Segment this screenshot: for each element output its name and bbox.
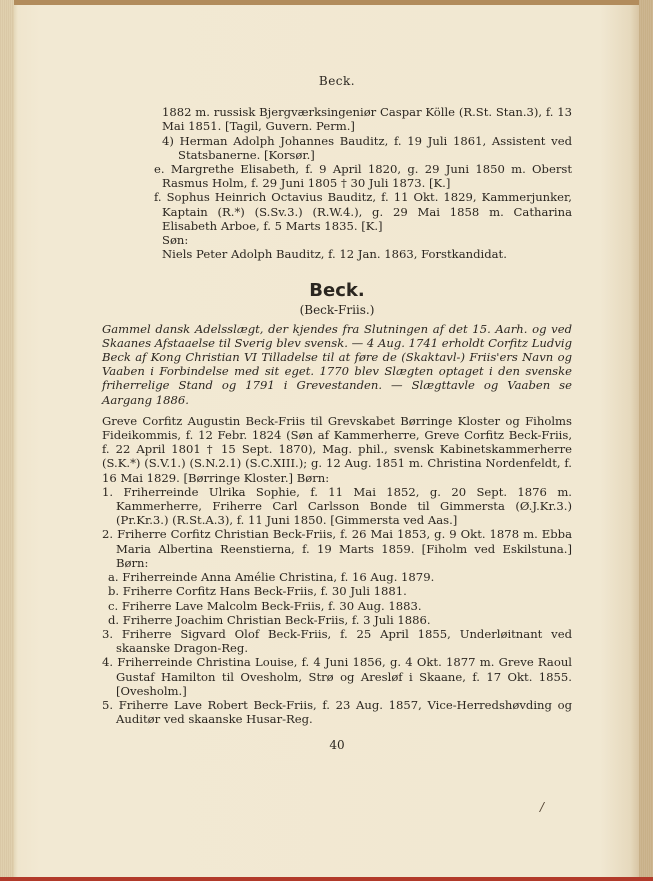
entry-margrethe: e. Margrethe Elisabeth, f. 9 April 1820, g. 29 Juni 1850 m. Oberst Rasmus Holm, f. 29 Juni 1805 † 30 Juli 1873. [K.]	[154, 162, 572, 191]
running-head: Beck.	[318, 74, 356, 88]
grandchild-entry-d: d. Friherre Joachim Christian Beck-Friis, f. 3 Juli 1886.	[108, 612, 431, 627]
entry-sophus: f. Sophus Heinrich Octavius Bauditz, f. 11 Okt. 1829, Kammerjunker, Kaptain (R.*) (S.Sv.3.) (R.W.4.), g. 29 Mai 1858 m. Catharina Elisabeth Arboe, f. 5 Marts 1835. [K.]	[154, 190, 572, 233]
family-heading: Beck.	[309, 280, 365, 302]
grandchild-entry-a: a. Friherreinde Anna Amélie Christina, f. 16 Aug. 1879.	[108, 570, 435, 585]
margin-pencil-mark: /	[540, 800, 545, 814]
head-of-family-entry: Greve Corfitz Augustin Beck-Friis til Grevskabet Børringe Kloster og Fiholms Fideikommis, f. 12 Febr. 1824 (Søn af Kammerherre, Greve Corfitz Beck-Friis, f. 22 April 1801 † 15 Sept. 1870), Mag. phil., svensk Kabinetskammerherre (S.K.*) (S.V.1.) (S.N.2.1) (S.C.XIII.); g. 12 Aug. 1851 m. Christina Nordenfeldt, f. 16 Mai 1829. [Børringe Kloster.] Børn:	[102, 413, 572, 485]
child-entry-1: 1. Friherreinde Ulrika Sophie, f. 11 Mai 1852, g. 20 Sept. 1876 m. Kammerherre, Friherre Carl Carlsson Bonde til Gimmersta (Ø.J.Kr.3.) (Pr.Kr.3.) (R.St.A.3), f. 11 Juni 1850. [Gimmersta ved Aas.]	[102, 484, 572, 528]
child-entry-2: 2. Friherre Corfitz Christian Beck-Friis, f. 26 Mai 1853, g. 9 Okt. 1878 m. Ebba Maria Albertina Reenstierna, f. 19 Marts 1859. [Fiholm ved Eskilstuna.] Børn:	[102, 527, 572, 570]
family-subheading: (Beck-Friis.)	[299, 303, 375, 318]
grandchild-entry-b: b. Friherre Corfitz Hans Beck-Friis, f. 30 Juli 1881.	[108, 584, 407, 599]
grandchild-entry-c: c. Friherre Lave Malcolm Beck-Friis, f. 30 Aug. 1883.	[108, 598, 422, 613]
son-label: Søn:	[162, 233, 189, 248]
page-content	[102, 74, 572, 753]
child-entry-3: 3. Friherre Sigvard Olof Beck-Friis, f. 25 April 1855, Underløitnant ved skaanske Dragon-Reg.	[102, 626, 572, 656]
continued-entry-line: 1882 m. russisk Bjergværksingeniør Caspar Kölle (R.St. Stan.3), f. 13 Mai 1851. [Tagil, Guvern. Perm.]	[162, 105, 572, 134]
page-number: 40	[329, 738, 345, 753]
family-intro: Gammel dansk Adelsslægt, der kjendes fra Slutningen af det 15. Aarh. og ved Skaanes Afstaaelse til Sverig blev svensk. — 4 Aug. 1741 erholdt Corfitz Ludvig Beck af Kong Christian VI Tilladelse til at føre de (Skaktavl-) Friis'ers Navn og Vaaben i Forbindelse med sit eget. 1770 blev Slægten optaget i den svenske friherrelige Stand og 1791 i Grevestanden. — Slægttavle og Vaaben se Aargang 1886.	[102, 321, 572, 407]
child-entry-4: 4. Friherreinde Christina Louise, f. 4 Juni 1856, g. 4 Okt. 1877 m. Greve Raoul Gustaf Hamilton til Ovesholm, Strø og Aresløf i Skaane, f. 17 Okt. 1855. [Ovesholm.]	[102, 655, 572, 698]
entry-bauditz-herman: 4) Herman Adolph Johannes Bauditz, f. 19 Juli 1861, Assistent ved Statsbanerne. [Korsør.]	[162, 133, 572, 162]
child-entry-5: 5. Friherre Lave Robert Beck-Friis, f. 23 Aug. 1857, Vice-Herredshøvding og Auditør ved skaanske Husar-Reg.	[102, 697, 572, 727]
right-page-edges	[639, 0, 653, 881]
bottom-edge	[0, 877, 653, 881]
left-page-edges	[0, 0, 14, 881]
top-edge	[0, 0, 653, 5]
son-entry: Niels Peter Adolph Bauditz, f. 12 Jan. 1863, Forstkandidat.	[162, 247, 507, 262]
